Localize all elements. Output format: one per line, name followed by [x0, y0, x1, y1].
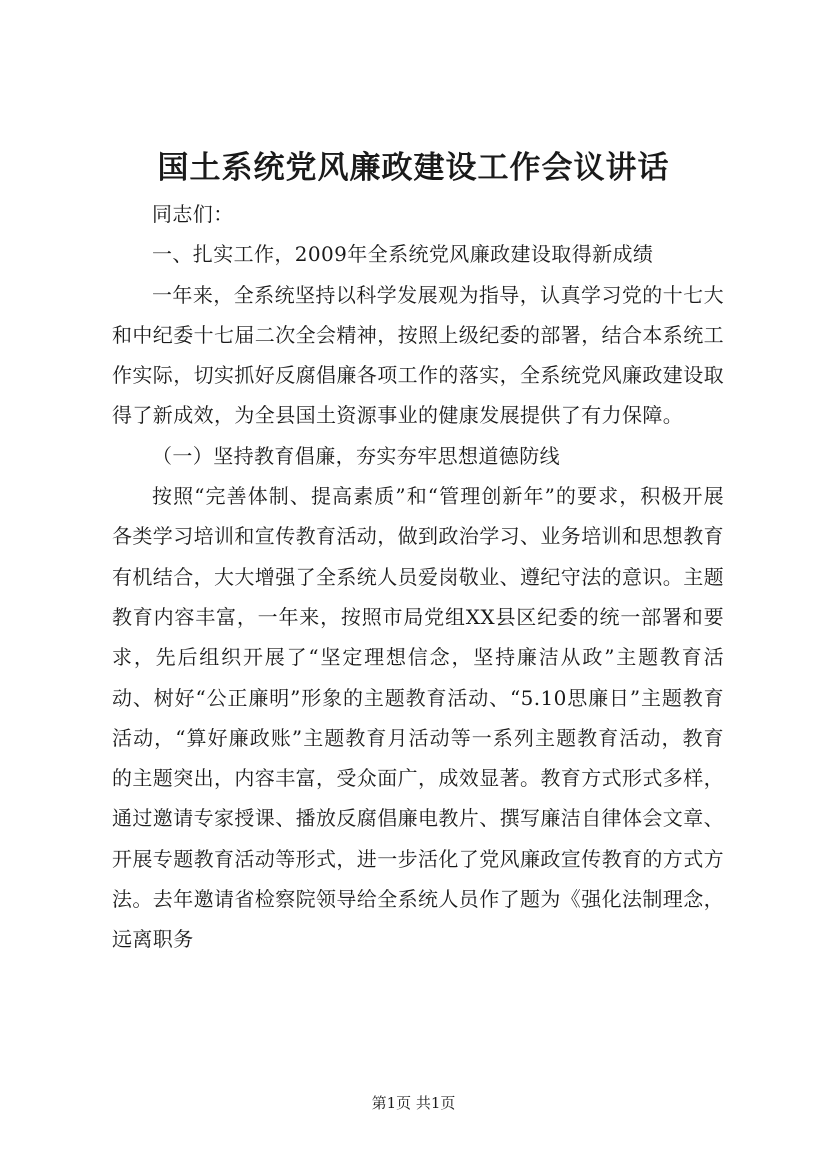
section-heading-1: 一、扎实工作，2009年全系统党风廉政建设取得新成绩 — [152, 242, 654, 267]
subsection-heading-1: （一）坚持教育倡廉，夯实夯牢思想道德防线 — [152, 443, 560, 468]
salutation-paragraph: 同志们： — [152, 202, 234, 226]
page-number-footer: 第1页 共1页 — [371, 1094, 456, 1112]
document-body — [112, 194, 724, 960]
body-paragraph: 按照“完善体制、提高素质”和“管理创新年”的要求，积极开展各类学习培训和宣传教育活动，做到政治学习、业务培训和思想教育有机结合，大大增强了全系统人员爱岗敬业、遵纪守法的意识。主题教育内容丰富，一年来，按照市局党组XX县区纪委的统一部署和要求，先后组织开展了“坚定理想信念，坚持廉洁从政”主题教育活动、树好“公正廉明”形象的主题教育活动、“5.10思廉日”主题教育活动，“算好廉政账”主题教育月活动等一系列主题教育活动，教育的主题突出，内容丰富，受众面广，成效显著。教育方式形式多样，通过邀请专家授课、播放反腐倡廉电教片、撰写廉洁自律体会文章、开展专题教育活动等形式，进一步活化了党风廉政宣传教育的方式方法。去年邀请省检察院领导给全系统人员作了题为《强化法制理念，远离职务 — [112, 484, 724, 952]
body-paragraph: 一年来，全系统坚持以科学发展观为指导，认真学习党的十七大和中纪委十七届二次全会精神，按照上级纪委的部署，结合本系统工作实际，切实抓好反腐倡廉各项工作的落实，全系统党风廉政建设取得了新成效，为全县国土资源事业的健康发展提供了有力保障。 — [112, 282, 724, 428]
document-title: 国土系统党风廉政建设工作会议讲话 — [157, 150, 670, 186]
